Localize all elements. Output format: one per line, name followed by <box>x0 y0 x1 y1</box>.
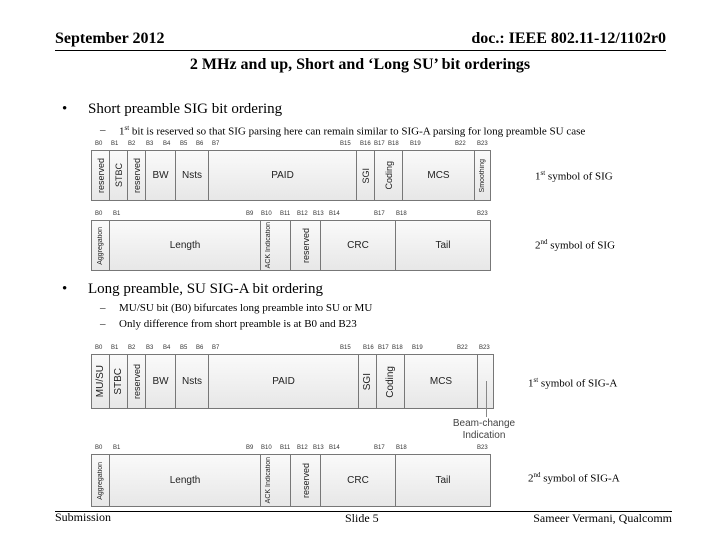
field-paid: PAID <box>209 151 357 200</box>
label-siga-symbol1: 1st symbol of SIG-A <box>528 376 618 390</box>
bit-label: B15 <box>340 345 351 351</box>
bullet-dot: • <box>62 101 68 117</box>
field-stbc: STBC <box>110 151 128 200</box>
sig-symbol1-table <box>91 150 491 201</box>
field-ack-indication: ACK Indication <box>261 455 291 506</box>
sub-reserved-sup: st <box>124 124 130 132</box>
header-doc-id: doc.: IEEE 802.11-12/1102r0 <box>471 30 666 47</box>
bit-label: B17 <box>374 211 385 217</box>
label-sig-symbol2: 2nd symbol of SIG <box>535 238 616 252</box>
sub-reserved-note <box>119 124 585 138</box>
bit-label: B11 <box>280 211 291 217</box>
field-mcs: MCS <box>403 151 475 200</box>
siga-symbol1-table <box>91 354 494 409</box>
footer-slide-number: Slide 5 <box>345 511 379 525</box>
field-stbc: STBC <box>110 355 128 408</box>
bit-label: B17 <box>378 345 389 351</box>
slide-title: 2 MHz and up, Short and ‘Long SU’ bit orderings <box>189 56 531 73</box>
field-crc: CRC <box>321 455 396 506</box>
sub-difference-note: Only difference from short preamble is at B0 and B23 <box>119 318 357 330</box>
footer-submission: Submission <box>55 510 112 524</box>
bit-label: B9 <box>246 211 254 217</box>
annotation-leader-line <box>486 381 487 417</box>
label-siga-symbol2: 2nd symbol of SIG-A <box>528 471 620 485</box>
bit-label: B4 <box>163 345 171 351</box>
bit-label: B1 <box>113 211 121 217</box>
bit-label: B12 <box>297 211 308 217</box>
sub-dash: – <box>100 318 106 330</box>
bit-label: B16 <box>363 345 374 351</box>
field-coding: Coding <box>377 355 405 408</box>
bit-label: B19 <box>410 141 421 147</box>
bit-label: B15 <box>340 141 351 147</box>
bit-label: B1 <box>111 141 119 147</box>
sub-dash: – <box>100 124 106 136</box>
annotation-beam-change: Beam-change Indication <box>452 418 516 441</box>
field-nsts: Nsts <box>176 151 209 200</box>
field-length: Length <box>110 221 261 270</box>
bit-label: B5 <box>180 345 188 351</box>
bit-label: B23 <box>477 211 488 217</box>
bit-label: B0 <box>95 345 103 351</box>
bit-label: B17 <box>374 445 385 451</box>
field-ack-indication: ACK Indication <box>261 221 291 270</box>
bit-label: B6 <box>196 141 204 147</box>
bit-label: B5 <box>180 141 188 147</box>
bit-label: B6 <box>196 345 204 351</box>
bit-label: B23 <box>479 345 490 351</box>
header-date: September 2012 <box>55 30 165 47</box>
sub-dash: – <box>100 302 106 314</box>
bit-label: B0 <box>95 445 103 451</box>
bit-label: B13 <box>313 211 324 217</box>
bit-label: B14 <box>329 445 340 451</box>
field-reserved: reserved <box>291 221 321 270</box>
bit-label: B7 <box>212 141 220 147</box>
bit-label: B12 <box>297 445 308 451</box>
bit-label: B0 <box>95 141 103 147</box>
bit-label: B23 <box>477 445 488 451</box>
bit-label: B1 <box>111 345 119 351</box>
bullet-dot: • <box>62 281 68 297</box>
bit-label: B14 <box>329 211 340 217</box>
bit-label: B22 <box>455 141 466 147</box>
field-coding: Coding <box>375 151 403 200</box>
bit-label: B17 <box>374 141 385 147</box>
sub-reserved-prefix: 1 <box>119 125 125 138</box>
field-reserved: reserved <box>92 151 110 200</box>
field-nsts: Nsts <box>176 355 209 408</box>
bit-label: B10 <box>261 445 272 451</box>
bit-label: B19 <box>412 345 423 351</box>
field-reserved: reserved <box>128 151 146 200</box>
field-sgi: SGI <box>357 151 375 200</box>
field-reserved: reserved <box>291 455 321 506</box>
field-bw: BW <box>146 355 176 408</box>
bit-label: B2 <box>128 345 136 351</box>
sub-reserved-rest: bit is reserved so that SIG parsing here can remain similar to SIG-A parsing for long preamble SU case <box>129 125 586 138</box>
bit-label: B2 <box>128 141 136 147</box>
field-tail: Tail <box>435 240 451 251</box>
header-rule <box>55 50 666 51</box>
bit-label: B7 <box>212 345 220 351</box>
bit-label: B16 <box>360 141 371 147</box>
bit-label: B3 <box>146 141 154 147</box>
field-bw: BW <box>146 151 176 200</box>
footer-author: Sameer Vermani, Qualcomm <box>533 511 672 525</box>
field-crc: CRC <box>321 221 396 270</box>
bit-label: B23 <box>477 141 488 147</box>
field-aggregation: Aggregation <box>92 221 110 270</box>
field-aggregation: Aggregation <box>92 455 110 506</box>
sig-symbol2-table <box>91 220 491 271</box>
bit-label: B0 <box>95 211 103 217</box>
bit-label: B9 <box>246 445 254 451</box>
field-tail: Tail <box>435 475 451 486</box>
bullet-long-preamble: Long preamble, SU SIG-A bit ordering <box>88 281 323 297</box>
bit-label: B18 <box>396 211 407 217</box>
bit-label: B4 <box>163 141 171 147</box>
sub-mu-su-note: MU/SU bit (B0) bifurcates long preamble into SU or MU <box>119 302 373 314</box>
bullet-short-preamble: Short preamble SIG bit ordering <box>88 101 283 117</box>
label-sig-symbol1: 1st symbol of SIG <box>535 169 613 183</box>
field-reserved: reserved <box>128 355 146 408</box>
field-mu-su: MU/SU <box>92 355 110 408</box>
bit-label: B3 <box>146 345 154 351</box>
field-length: Length <box>110 455 261 506</box>
bit-label: B18 <box>392 345 403 351</box>
field-smoothing: Smoothing <box>479 158 486 193</box>
bit-label: B22 <box>457 345 468 351</box>
bit-label: B1 <box>113 445 121 451</box>
field-sgi: SGI <box>359 355 377 408</box>
field-paid: PAID <box>209 355 359 408</box>
bit-label: B18 <box>388 141 399 147</box>
siga-symbol2-table <box>91 454 491 507</box>
bit-label: B11 <box>280 445 291 451</box>
bit-label: B13 <box>313 445 324 451</box>
field-mcs: MCS <box>405 355 478 408</box>
bit-label: B10 <box>261 211 272 217</box>
bit-label: B18 <box>396 445 407 451</box>
